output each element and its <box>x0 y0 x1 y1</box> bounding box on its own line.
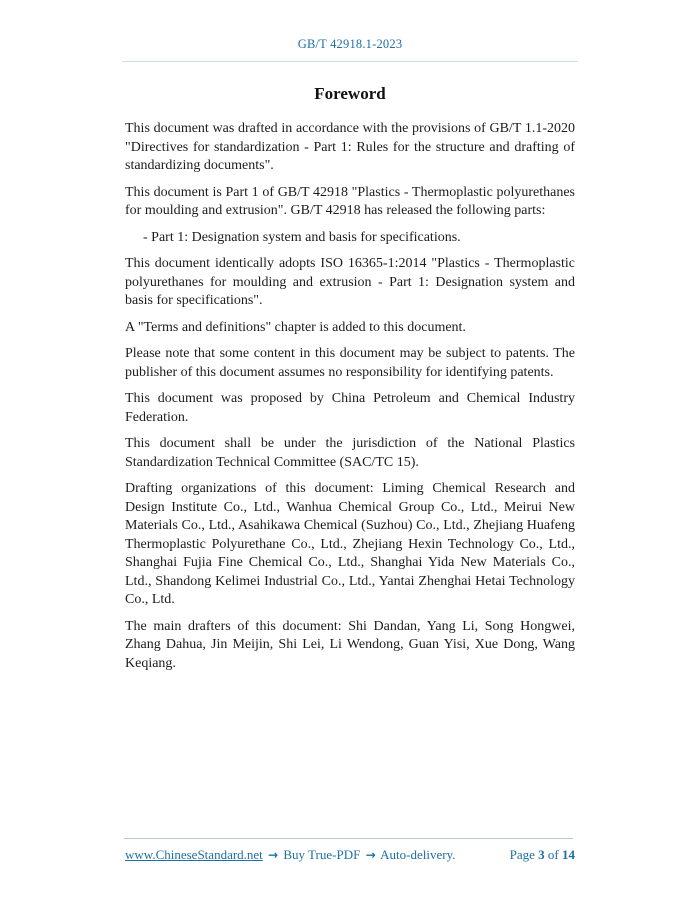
footer <box>125 847 575 863</box>
part-list-item: - Part 1: Designation system and basis for specifications. <box>143 229 461 245</box>
paragraph: This document identically adopts ISO 16365-1:2014 "Plastics - Thermoplastic polyurethanes for moulding and extrusion - Part 1: Designation system and basis for specifications". <box>125 256 575 308</box>
paragraph: This document was proposed by China Petroleum and Chemical Industry Federation. <box>125 391 575 425</box>
paragraph: A "Terms and definitions" chapter is added to this document. <box>125 319 466 335</box>
footer-buy-label: Buy True-PDF <box>283 847 361 862</box>
document-body <box>125 120 575 681</box>
paragraph: This document shall be under the jurisdiction of the National Plastics Standardization Technical Committee (SAC/TC 15). <box>125 436 575 470</box>
footer-left <box>125 847 456 863</box>
chinesestandard-link[interactable]: www.ChineseStandard.net <box>125 847 263 862</box>
footer-rule <box>124 838 573 839</box>
footer-delivery-label: Auto-delivery. <box>380 847 456 862</box>
page-indicator <box>510 847 575 863</box>
page-label: Page <box>509 847 535 862</box>
page-title: Foreword <box>314 84 386 103</box>
of-label: of <box>547 847 559 862</box>
arrow-icon: → <box>365 848 376 862</box>
paragraph: Please note that some content in this document may be subject to patents. The publisher of this document assumes no responsibility for identifying patents. <box>125 346 575 380</box>
arrow-icon: → <box>268 848 279 862</box>
paragraph: The main drafters of this document: Shi Dandan, Yang Li, Song Hongwei, Zhang Dahua, Jin Meijin, Shi Lei, Li Wendong, Guan Yisi, Xue Dong, Wang Keqiang. <box>125 618 575 671</box>
header-rule <box>122 61 578 62</box>
page-total: 14 <box>562 847 575 862</box>
page-current: 3 <box>538 847 545 862</box>
header-doc-number: GB/T 42918.1-2023 <box>297 37 403 51</box>
paragraph: Drafting organizations of this document: Liming Chemical Research and Design Institute Co., Ltd., Wanhua Chemical Group Co., Ltd., Meirui New Materials Co., Ltd., Asahikawa Chemical (Suzhou) Co., Ltd., Zhejiang Huafeng Thermoplastic Polyurethane Co., Ltd., Zhejiang Hexin Technology Co., Ltd., Shanghai Fujia Fine Chemical Co., Ltd., Shanghai Yida New Materials Co., Ltd., Shandong Kelimei Industrial Co., Ltd., Yantai Zhenghai Hetai Technology Co., Ltd. <box>125 481 575 607</box>
paragraph: This document was drafted in accordance with the provisions of GB/T 1.1-2020 "Directives for standardization - Part 1: Rules for the structure and drafting of standardizing documents". <box>125 121 575 173</box>
paragraph: This document is Part 1 of GB/T 42918 "Plastics - Thermoplastic polyurethanes for moulding and extrusion". GB/T 42918 has released the following parts: <box>125 184 575 218</box>
